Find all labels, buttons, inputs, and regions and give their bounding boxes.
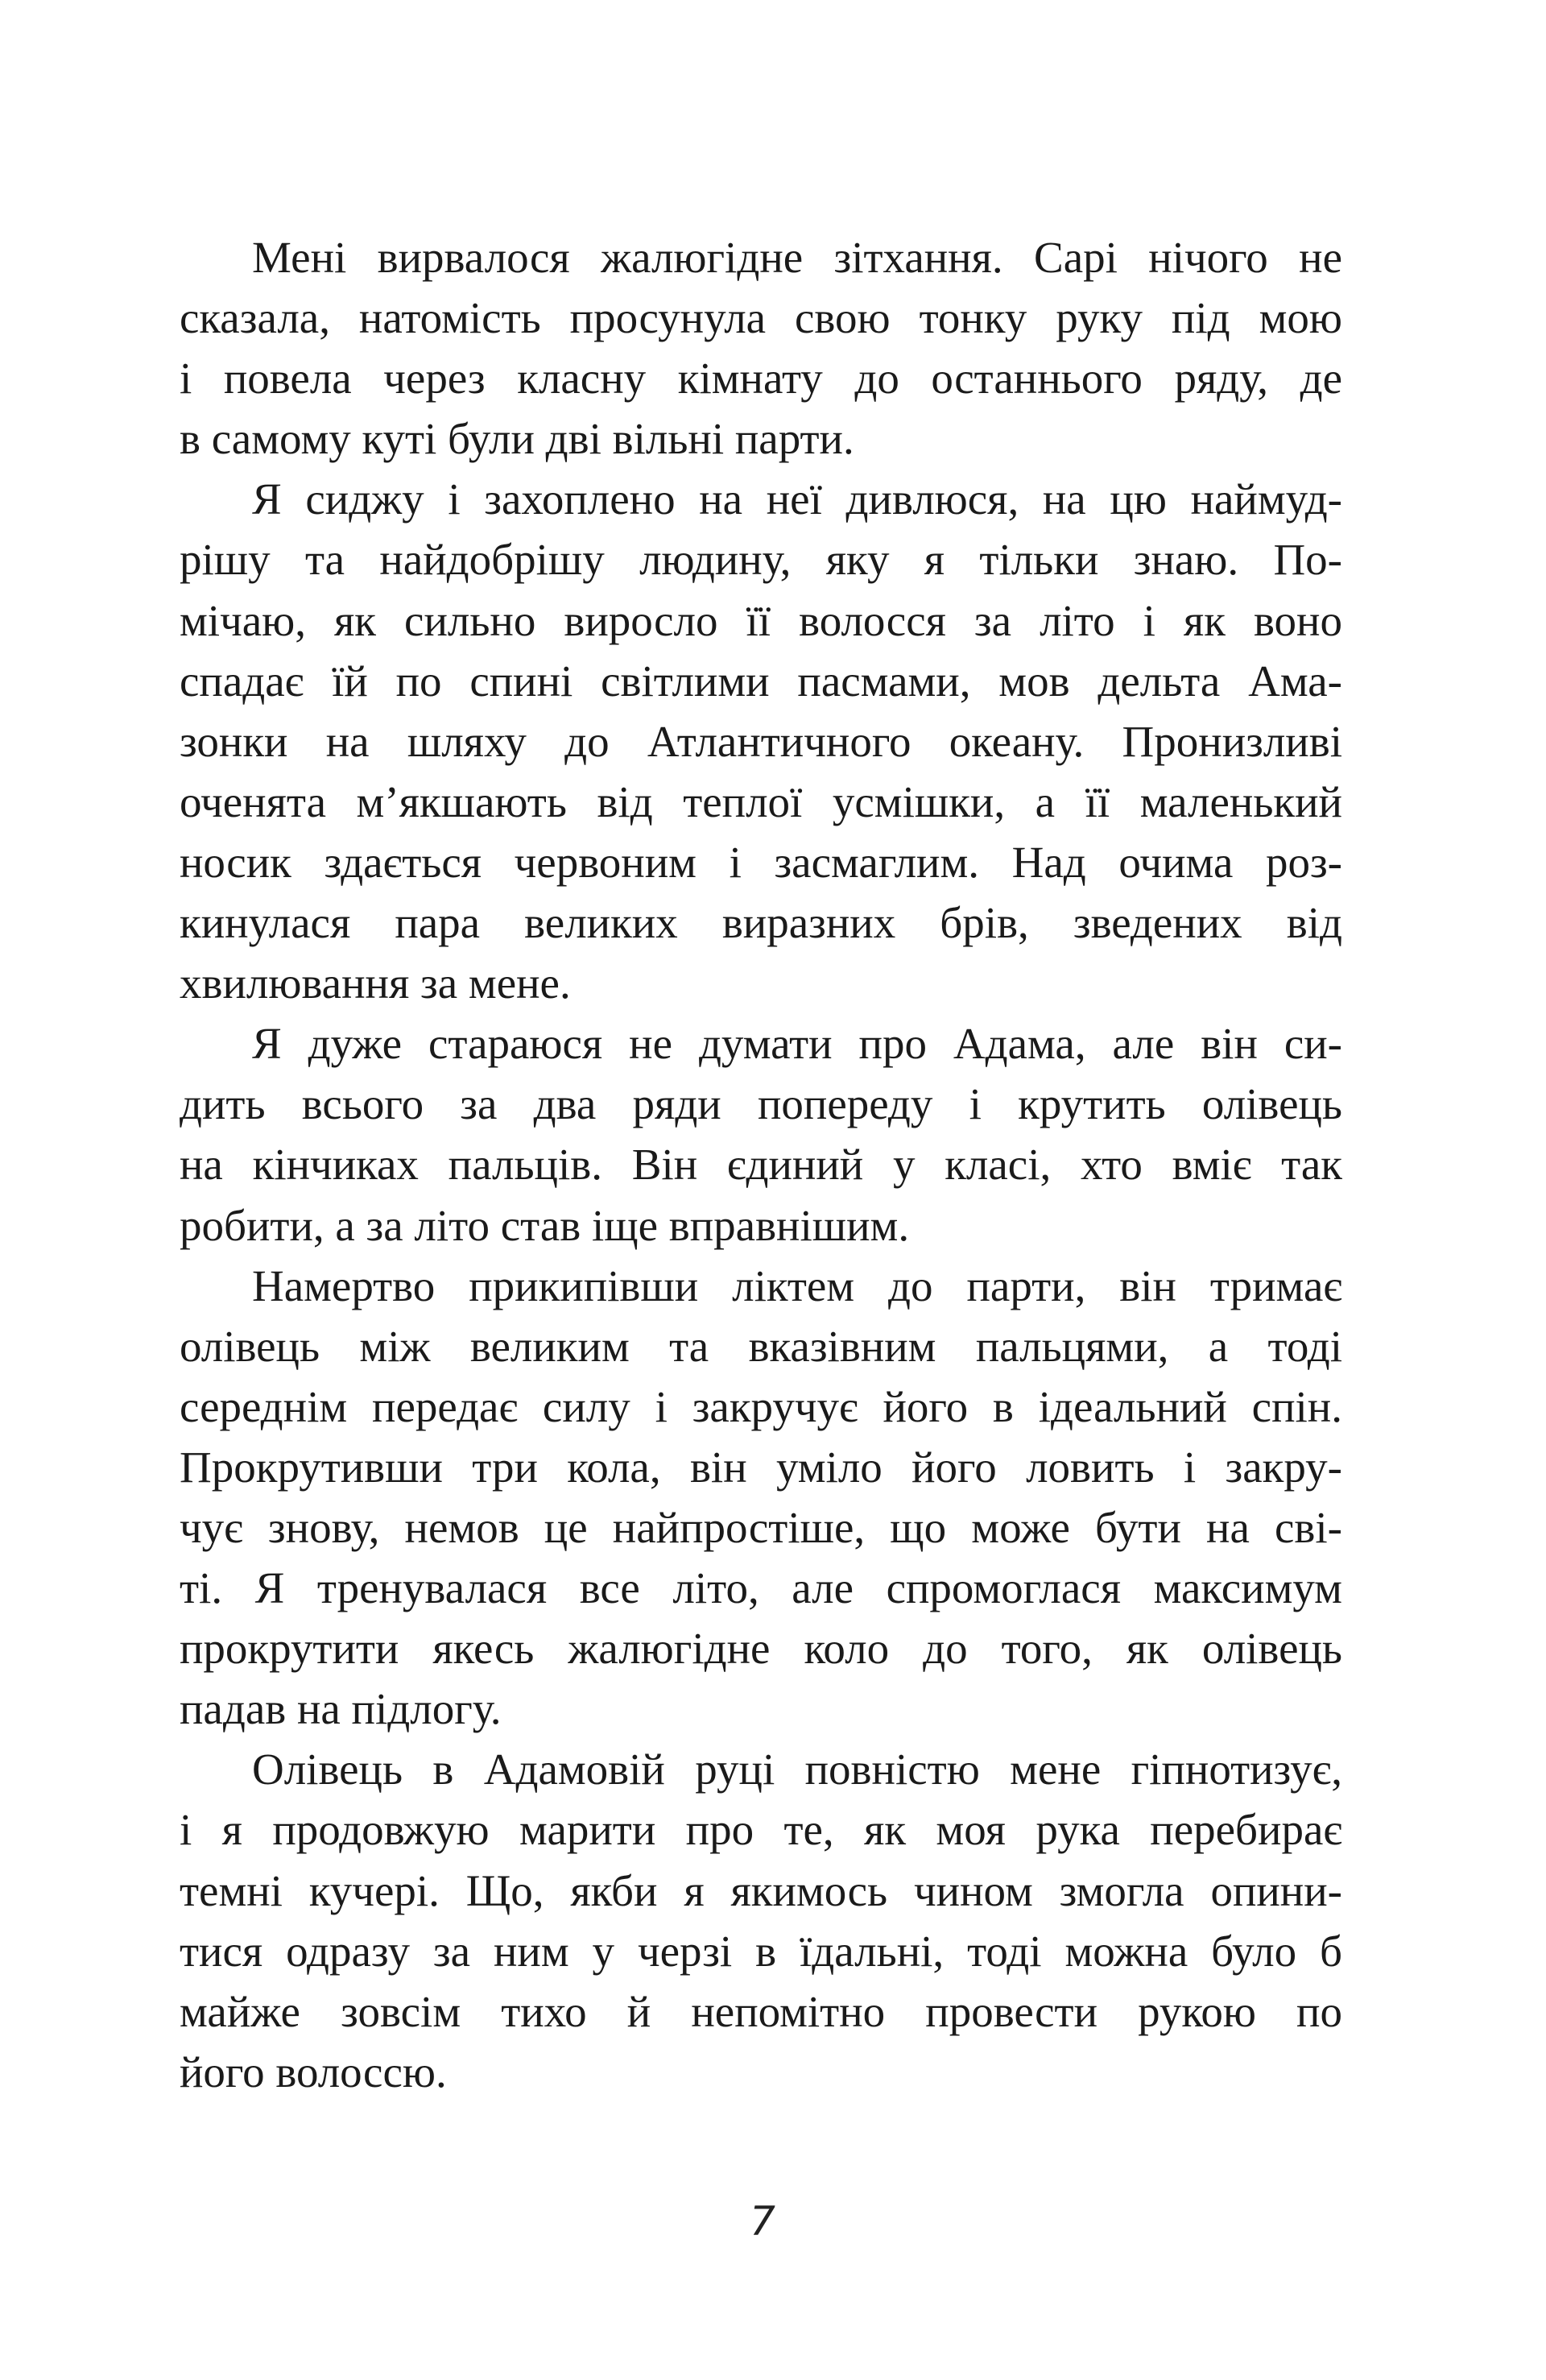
text-line: і я продовжую марити про те, як моя рука перебирає bbox=[180, 1805, 1342, 1855]
paragraph bbox=[180, 1739, 1342, 2102]
text-line: Олівець в Адамовій руці повністю мене гіпнотизує, bbox=[252, 1745, 1342, 1794]
text-line: на кінчиках пальців. Він єдиний у класі, хто вміє так bbox=[180, 1140, 1342, 1190]
text-line: Я дуже стараюся не думати про Адама, але він си- bbox=[252, 1019, 1342, 1069]
text-line: хвилювання за мене. bbox=[180, 958, 571, 1008]
text-line: майже зовсім тихо й непомітно провести рукою по bbox=[180, 1986, 1342, 2036]
text-line: зонки на шляху до Атлантичного океану. Пронизливі bbox=[180, 716, 1342, 766]
paragraph bbox=[180, 1256, 1342, 1740]
text-line: сказала, натомість просунула свою тонку руку під мою bbox=[180, 293, 1342, 343]
paragraph bbox=[180, 1013, 1342, 1255]
text-line: і повела через класну кімнату до останнього ряду, де bbox=[180, 354, 1342, 404]
text-line: Я сиджу і захоплено на неї дивлюся, на цю наймуд- bbox=[252, 474, 1342, 524]
text-line: чує знову, немов це найпростіше, що може бути на сві- bbox=[180, 1502, 1342, 1552]
text-line: кинулася пара великих виразних брів, зведених від bbox=[180, 898, 1342, 948]
text-line: середнім передає силу і закручує його в ідеальний спін. bbox=[180, 1381, 1342, 1431]
body-text bbox=[180, 227, 1342, 2102]
text-line: в самому куті були дві вільні парти. bbox=[180, 414, 854, 464]
paragraph bbox=[180, 469, 1342, 1013]
text-line: спадає їй по спині світлими пасмами, мов дельта Ама- bbox=[180, 656, 1342, 706]
text-line: олівець між великим та вказівним пальцями, а тоді bbox=[180, 1321, 1342, 1371]
text-line: Намертво прикипівши ліктем до парти, він тримає bbox=[252, 1260, 1342, 1310]
text-line: робити, а за літо став іще вправнішим. bbox=[180, 1200, 910, 1250]
text-line: мічаю, як сильно виросло її волосся за літо і як воно bbox=[180, 595, 1342, 645]
text-line: Прокрутивши три кола, він уміло його ловить і закру- bbox=[180, 1442, 1342, 1492]
text-line: падав на підлогу. bbox=[180, 1684, 502, 1734]
text-line: оченята м’якшають від теплої усмішки, а її маленький bbox=[180, 776, 1342, 826]
text-line: носик здається червоним і засмаглим. Над очима роз- bbox=[180, 837, 1342, 887]
text-line: його волоссю. bbox=[180, 2047, 447, 2096]
text-line: Мені вирвалося жалюгідне зітхання. Сарі нічого не bbox=[252, 233, 1342, 282]
text-line: рішу та найдобрішу людину, яку я тільки знаю. По- bbox=[180, 535, 1342, 585]
paragraph bbox=[180, 227, 1342, 469]
text-line: тися одразу за ним у черзі в їдальні, тоді можна було б bbox=[180, 1926, 1342, 1976]
text-line: ті. Я тренувалася все літо, але спромоглася максимум bbox=[180, 1563, 1342, 1613]
text-line: дить всього за два ряди попереду і крутить олівець bbox=[180, 1079, 1342, 1129]
text-line: темні кучері. Що, якби я якимось чином змогла опини- bbox=[180, 1865, 1342, 1915]
page-number: 7 bbox=[750, 2198, 775, 2245]
text-line: прокрутити якесь жалюгідне коло до того, як олівець bbox=[180, 1624, 1342, 1674]
